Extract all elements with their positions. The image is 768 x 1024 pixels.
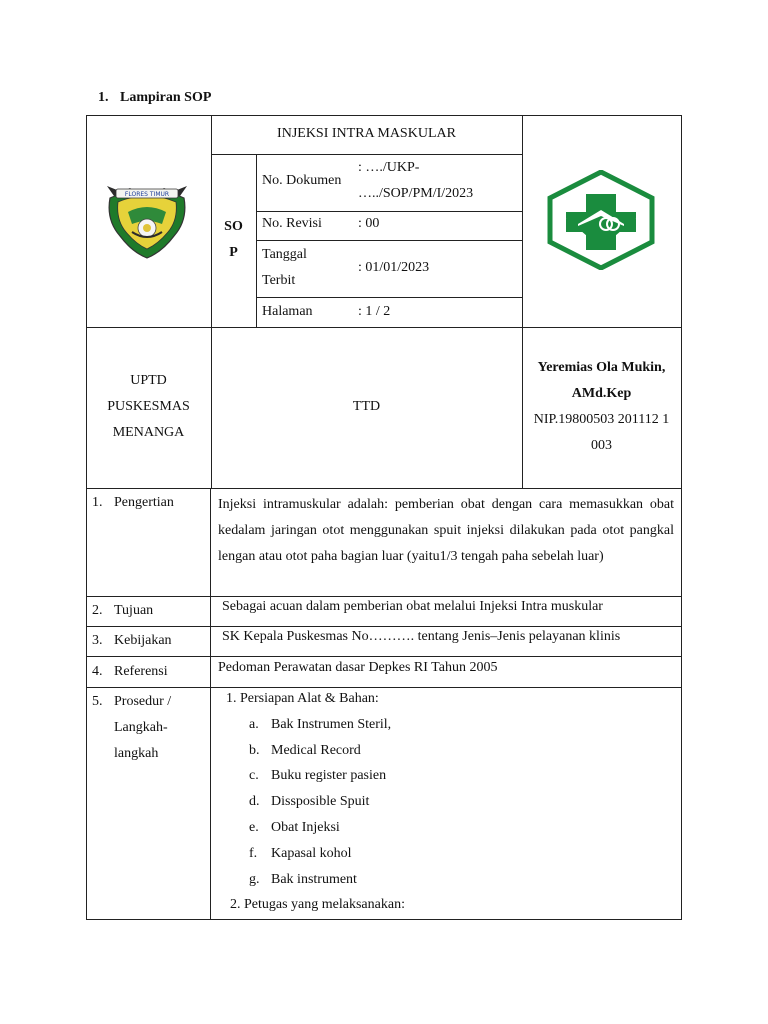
procedure-step-1: 1. Persiapan Alat & Bahan:	[226, 691, 379, 706]
divider	[86, 626, 682, 627]
table-border-bottom	[86, 919, 682, 920]
issued-value: : 01/01/2023	[358, 260, 430, 275]
signer-title: AMd.Kep	[571, 386, 632, 401]
row-label-prosedur-line2: Langkah-	[114, 720, 168, 735]
row-number: 1.	[92, 495, 103, 510]
revision-value: : 00	[358, 216, 380, 231]
document-title: INJEKSI INTRA MASKULAR	[277, 126, 456, 141]
row-number: 5.	[92, 694, 103, 709]
row-number: 4.	[92, 664, 103, 679]
divider	[256, 240, 522, 241]
signer-nip-line1: NIP.19800503 201112 1	[533, 412, 670, 427]
row-label-referensi: Referensi	[114, 664, 168, 679]
list-item: Medical Record	[271, 743, 361, 758]
org-name-line2: PUSKESMAS	[107, 399, 190, 414]
revision-label: No. Revisi	[262, 216, 322, 231]
doc-no-value-line1: : …./UKP-	[358, 160, 420, 175]
row-text-pengertian: Injeksi intramuskular adalah: pemberian obat dengan cara memasukkan obat kedalam jaringan otot menggunakan spuit injeksi dilakukan pada otot pangkal lengan atau otot paha bagian luar (yaitu1/3 tengah paha sebelah luar)	[218, 497, 674, 564]
row-text-kebijakan: SK Kepala Puskesmas No………. tentang Jenis–Jenis pelayanan klinis	[222, 629, 621, 644]
divider	[211, 115, 212, 488]
divider	[256, 211, 522, 212]
divider	[86, 327, 682, 328]
sop-label-line2: P	[229, 245, 238, 260]
list-item: Kapasal kohol	[271, 846, 352, 861]
list-item: Bak Instrumen Steril,	[271, 717, 392, 732]
list-item: Bak instrument	[271, 872, 357, 887]
divider	[522, 115, 523, 488]
sop-label-line1: SO	[224, 219, 243, 234]
page-value: : 1 / 2	[358, 304, 391, 319]
divider	[211, 154, 522, 155]
list-item: Obat Injeksi	[271, 820, 340, 835]
row-label-tujuan: Tujuan	[114, 603, 154, 618]
row-text-tujuan: Sebagai acuan dalam pemberian obat melalui Injeksi Intra muskular	[222, 599, 603, 614]
list-item-letter: e.	[249, 820, 259, 835]
divider	[210, 488, 211, 919]
issued-label-line1: Tanggal	[262, 247, 307, 262]
org-name-line3: MENANGA	[112, 425, 185, 440]
procedure-step-2: 2. Petugas yang melaksanakan:	[230, 897, 405, 912]
row-text-referensi: Pedoman Perawatan dasar Depkes RI Tahun 2005	[218, 660, 498, 675]
list-item-letter: a.	[249, 717, 259, 732]
signer-name: Yeremias Ola Mukin,	[537, 360, 666, 375]
list-item: Buku register pasien	[271, 768, 387, 783]
list-item-letter: d.	[249, 794, 260, 809]
issued-label-line2: Terbit	[262, 273, 296, 288]
row-label-prosedur-line3: langkah	[114, 746, 159, 761]
signature-placeholder: TTD	[352, 399, 381, 414]
table-border-right	[681, 115, 682, 920]
puskesmas-logo	[546, 170, 656, 275]
row-label-kebijakan: Kebijakan	[114, 633, 172, 648]
divider	[86, 488, 682, 489]
page-label: Halaman	[262, 304, 313, 319]
list-item-letter: f.	[249, 846, 258, 861]
section-title-text: Lampiran SOP	[120, 90, 212, 105]
divider	[256, 297, 522, 298]
divider	[86, 656, 682, 657]
list-item-letter: b.	[249, 743, 260, 758]
signer-nip-line2: 003	[591, 438, 612, 453]
org-name-line1: UPTD	[130, 373, 167, 388]
list-item-letter: c.	[249, 768, 259, 783]
doc-no-label: No. Dokumen	[262, 173, 342, 188]
row-label-prosedur-line1: Prosedur /	[114, 694, 172, 709]
divider	[86, 687, 682, 688]
regency-seal-logo	[104, 180, 190, 265]
row-number: 2.	[92, 603, 103, 618]
table-border-top	[86, 115, 682, 116]
list-item-letter: g.	[249, 872, 260, 887]
row-label-pengertian: Pengertian	[114, 495, 174, 510]
divider	[86, 596, 682, 597]
table-border-left	[86, 115, 87, 920]
section-number: 1.	[98, 90, 109, 105]
doc-no-value-line2: …../SOP/PM/I/2023	[358, 186, 474, 201]
section-title	[98, 90, 211, 106]
list-item: Dissposible Spuit	[271, 794, 370, 809]
row-number: 3.	[92, 633, 103, 648]
seal-banner-text: FLORES TIMUR	[124, 191, 170, 198]
